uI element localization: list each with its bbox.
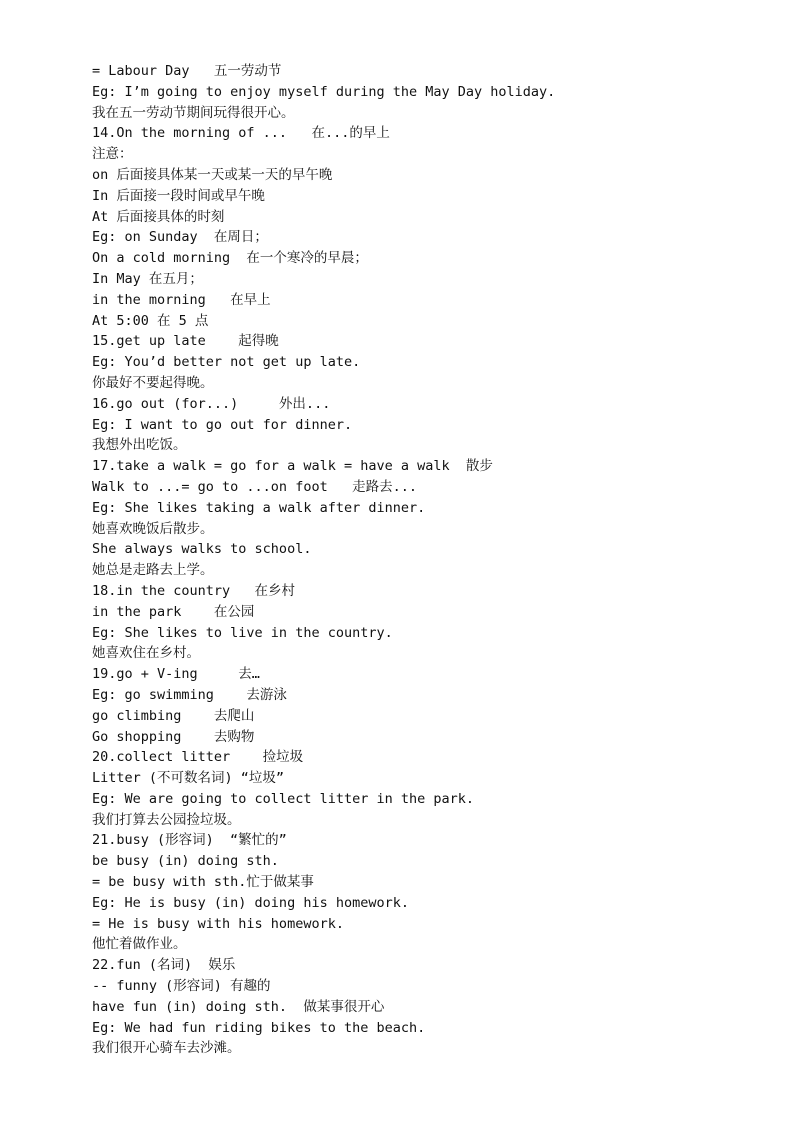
- document-page: [92, 61, 772, 1059]
- text-line: -- funny (形容词) 有趣的: [92, 978, 271, 995]
- text-line: Eg: He is busy (in) doing his homework.: [92, 894, 409, 911]
- text-line: Eg: She likes to live in the country.: [92, 624, 393, 641]
- text-line: Eg: We had fun riding bikes to the beach.: [92, 1019, 426, 1036]
- text-line: Eg: I want to go out for dinner.: [92, 416, 353, 433]
- text-line: 我在五一劳动节期间玩得很开心。: [92, 104, 295, 121]
- text-line: 她总是走路去上学。: [92, 562, 214, 579]
- text-line: 她喜欢晚饭后散步。: [92, 520, 214, 537]
- text-line: She always walks to school.: [92, 541, 312, 558]
- text-line: in the morning 在早上: [92, 291, 271, 308]
- text-line: in the park 在公园: [92, 603, 255, 620]
- text-line: Litter (不可数名词) “垃圾”: [92, 770, 285, 787]
- text-line: 18.in the country 在乡村: [92, 582, 296, 599]
- text-line: 15.get up late 起得晚: [92, 333, 279, 350]
- text-line: 我们打算去公园捡垃圾。: [92, 811, 241, 828]
- text-line: 17.take a walk = go for a walk = have a walk 散步: [92, 458, 493, 475]
- text-line: Eg: I’m going to enjoy myself during the May Day holiday.: [92, 83, 556, 100]
- text-line: on 后面接具体某一天或某一天的早午晚: [92, 166, 333, 183]
- text-line: = He is busy with his homework.: [92, 915, 344, 932]
- text-line: Eg: We are going to collect litter in the park.: [92, 790, 475, 807]
- text-line: At 后面接具体的时刻: [92, 208, 225, 225]
- text-line: Eg: She likes taking a walk after dinner.: [92, 499, 426, 516]
- text-line: 我想外出吃饭。: [92, 437, 187, 454]
- text-line: have fun (in) doing sth. 做某事很开心: [92, 998, 385, 1015]
- text-line: go climbing 去爬山: [92, 707, 255, 724]
- text-line: 22.fun (名词) 娱乐: [92, 957, 236, 974]
- text-line: 注意：: [92, 146, 133, 163]
- text-line: Eg: go swimming 去游泳: [92, 686, 287, 703]
- text-line: Go shopping 去购物: [92, 728, 255, 745]
- text-line: At 5:00 在 5 点: [92, 312, 209, 329]
- text-line: 我们很开心骑车去沙滩。: [92, 1040, 241, 1057]
- text-line: 她喜欢住在乡村。: [92, 645, 200, 662]
- text-line: 21.busy (形容词) “繁忙的”: [92, 832, 287, 849]
- text-line: 你最好不要起得晚。: [92, 374, 214, 391]
- text-line: On a cold morning 在一个寒冷的早晨；: [92, 250, 368, 267]
- text-line: 16.go out (for...) 外出...: [92, 395, 331, 412]
- text-line: = Labour Day 五一劳动节: [92, 63, 282, 79]
- text-line: Eg: You’d better not get up late.: [92, 354, 361, 371]
- text-line: In May 在五月；: [92, 270, 203, 287]
- text-line: Eg: on Sunday 在周日；: [92, 229, 268, 246]
- text-line: 14.On the morning of ... 在...的早上: [92, 125, 390, 142]
- text-line: 20.collect litter 捡垃圾: [92, 749, 304, 766]
- text-line: 19.go + V-ing 去…: [92, 666, 260, 683]
- text-line: In 后面接一段时间或早午晚: [92, 187, 265, 204]
- text-line: be busy (in) doing sth.: [92, 853, 279, 870]
- text-line: 他忙着做作业。: [92, 936, 187, 953]
- text-line: Walk to ...= go to ...on foot 走路去...: [92, 478, 417, 495]
- text-line: = be busy with sth.忙于做某事: [92, 874, 314, 891]
